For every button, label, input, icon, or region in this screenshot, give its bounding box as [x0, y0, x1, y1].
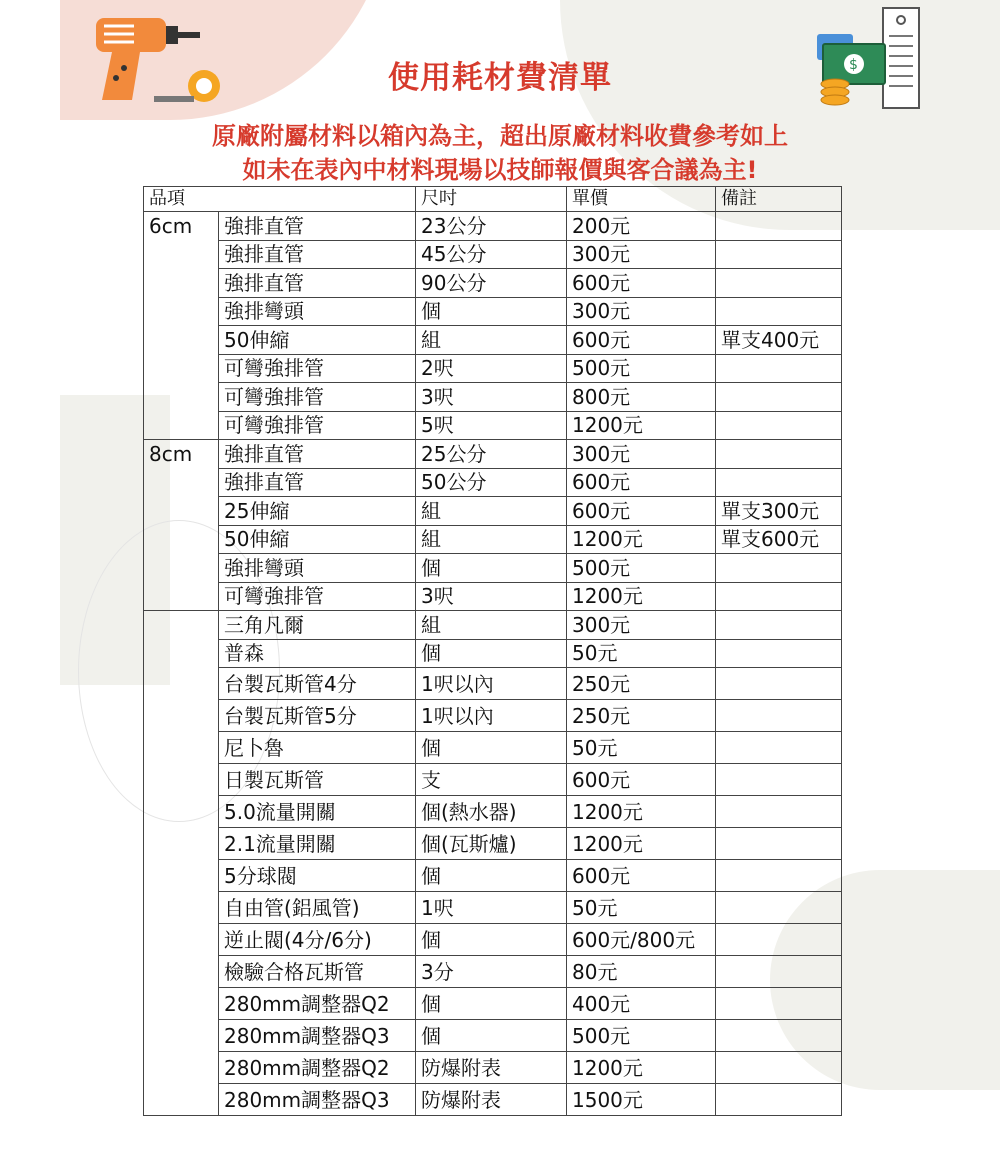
item-name-cell: 逆止閥(4分/6分): [219, 924, 416, 956]
size-cell: 個: [416, 639, 567, 668]
category-cell: [144, 828, 219, 860]
category-cell: [144, 796, 219, 828]
category-cell: [144, 924, 219, 956]
size-cell: 45公分: [416, 240, 567, 269]
table-row: [144, 297, 842, 326]
price-cell: 500元: [567, 1020, 716, 1052]
note-cell: [716, 1020, 842, 1052]
table-row: [144, 732, 842, 764]
category-cell: [144, 269, 219, 298]
size-cell: 1呎以內: [416, 668, 567, 700]
note-cell: [716, 668, 842, 700]
table-row: [144, 668, 842, 700]
note-cell: [716, 764, 842, 796]
table-row: [144, 240, 842, 269]
table-row: [144, 988, 842, 1020]
price-cell: 50元: [567, 892, 716, 924]
subtitle-line-1: 原廠附屬材料以箱內為主，超出原廠材料收費參考如上: [212, 122, 788, 150]
category-cell: [144, 988, 219, 1020]
table-row: [144, 383, 842, 412]
item-name-cell: 強排直管: [219, 269, 416, 298]
note-cell: [716, 440, 842, 469]
table-row: [144, 764, 842, 796]
size-cell: 組: [416, 525, 567, 554]
item-name-cell: 尼卜魯: [219, 732, 416, 764]
page-title: 使用耗材費清單: [388, 60, 612, 96]
category-cell: [144, 240, 219, 269]
size-cell: 90公分: [416, 269, 567, 298]
price-cell: 1200元: [567, 411, 716, 440]
category-cell: [144, 297, 219, 326]
note-cell: [716, 212, 842, 241]
note-cell: [716, 924, 842, 956]
size-cell: 3呎: [416, 383, 567, 412]
item-name-cell: 可彎強排管: [219, 354, 416, 383]
category-cell: [144, 582, 219, 611]
item-name-cell: 50伸縮: [219, 326, 416, 355]
category-cell: 6cm: [144, 212, 219, 241]
table-row: [144, 411, 842, 440]
size-cell: 1呎以內: [416, 700, 567, 732]
note-cell: [716, 639, 842, 668]
table-row: [144, 497, 842, 526]
note-cell: [716, 582, 842, 611]
table-row: [144, 700, 842, 732]
table-row: [144, 892, 842, 924]
price-cell: 300元: [567, 240, 716, 269]
item-name-cell: 強排彎頭: [219, 554, 416, 583]
category-cell: [144, 611, 219, 640]
item-name-cell: 三角凡爾: [219, 611, 416, 640]
price-cell: 600元: [567, 468, 716, 497]
category-cell: [144, 1052, 219, 1084]
item-name-cell: 25伸縮: [219, 497, 416, 526]
note-cell: 單支300元: [716, 497, 842, 526]
item-name-cell: 強排直管: [219, 212, 416, 241]
size-cell: 組: [416, 497, 567, 526]
price-cell: 1200元: [567, 582, 716, 611]
note-cell: [716, 732, 842, 764]
category-cell: [144, 411, 219, 440]
category-cell: [144, 1084, 219, 1116]
table-row: [144, 924, 842, 956]
table-row: [144, 796, 842, 828]
item-name-cell: 280mm調整器Q3: [219, 1020, 416, 1052]
size-cell: 3呎: [416, 582, 567, 611]
item-name-cell: 日製瓦斯管: [219, 764, 416, 796]
size-cell: 防爆附表: [416, 1052, 567, 1084]
note-cell: [716, 956, 842, 988]
item-name-cell: 台製瓦斯管5分: [219, 700, 416, 732]
size-cell: 組: [416, 611, 567, 640]
size-cell: 25公分: [416, 440, 567, 469]
price-cell: 600元: [567, 326, 716, 355]
size-cell: 組: [416, 326, 567, 355]
size-cell: 5呎: [416, 411, 567, 440]
price-cell: 600元: [567, 764, 716, 796]
price-cell: 600元/800元: [567, 924, 716, 956]
price-cell: 250元: [567, 668, 716, 700]
note-cell: [716, 860, 842, 892]
category-cell: [144, 554, 219, 583]
item-name-cell: 強排彎頭: [219, 297, 416, 326]
size-cell: 個(瓦斯爐): [416, 828, 567, 860]
subtitle-line-2: 如未在表內中材料現場以技師報價與客合議為主!: [242, 156, 758, 184]
price-cell: 50元: [567, 732, 716, 764]
table-row: [144, 828, 842, 860]
table-row: [144, 468, 842, 497]
item-name-cell: 檢驗合格瓦斯管: [219, 956, 416, 988]
size-cell: 個: [416, 732, 567, 764]
table-row: [144, 212, 842, 241]
note-cell: [716, 554, 842, 583]
category-cell: [144, 700, 219, 732]
item-name-cell: 280mm調整器Q2: [219, 1052, 416, 1084]
note-cell: [716, 796, 842, 828]
table-row: [144, 554, 842, 583]
category-cell: [144, 860, 219, 892]
price-cell: 1200元: [567, 525, 716, 554]
category-cell: [144, 525, 219, 554]
size-cell: 支: [416, 764, 567, 796]
price-cell: 300元: [567, 297, 716, 326]
item-name-cell: 強排直管: [219, 440, 416, 469]
category-cell: [144, 668, 219, 700]
size-cell: 23公分: [416, 212, 567, 241]
note-cell: [716, 611, 842, 640]
price-cell: 50元: [567, 639, 716, 668]
price-cell: 300元: [567, 440, 716, 469]
price-cell: 500元: [567, 354, 716, 383]
note-cell: [716, 297, 842, 326]
price-table-body: [144, 187, 842, 1116]
price-cell: 600元: [567, 497, 716, 526]
table-row: [144, 956, 842, 988]
item-name-cell: 可彎強排管: [219, 383, 416, 412]
table-row: [144, 269, 842, 298]
table-row: [144, 582, 842, 611]
header-item: 品項: [144, 187, 416, 212]
item-name-cell: 2.1流量開關: [219, 828, 416, 860]
price-cell: 800元: [567, 383, 716, 412]
size-cell: 50公分: [416, 468, 567, 497]
price-cell: 400元: [567, 988, 716, 1020]
svg-text:$: $: [849, 57, 858, 73]
size-cell: 2呎: [416, 354, 567, 383]
category-cell: [144, 497, 219, 526]
size-cell: 個: [416, 1020, 567, 1052]
note-cell: [716, 1052, 842, 1084]
size-cell: 防爆附表: [416, 1084, 567, 1116]
note-cell: [716, 700, 842, 732]
header-price: 單價: [567, 187, 716, 212]
table-row: [144, 1052, 842, 1084]
category-cell: [144, 354, 219, 383]
category-cell: [144, 639, 219, 668]
category-cell: [144, 1020, 219, 1052]
price-cell: 600元: [567, 269, 716, 298]
price-cell: 500元: [567, 554, 716, 583]
table-row: [144, 611, 842, 640]
price-cell: 1200元: [567, 1052, 716, 1084]
table-row: [144, 326, 842, 355]
size-cell: 3分: [416, 956, 567, 988]
category-cell: [144, 326, 219, 355]
note-cell: [716, 240, 842, 269]
price-cell: 250元: [567, 700, 716, 732]
item-name-cell: 普森: [219, 639, 416, 668]
item-name-cell: 280mm調整器Q3: [219, 1084, 416, 1116]
note-cell: [716, 383, 842, 412]
note-cell: 單支400元: [716, 326, 842, 355]
table-row: [144, 1020, 842, 1052]
size-cell: 個: [416, 860, 567, 892]
item-name-cell: 自由管(鋁風管): [219, 892, 416, 924]
table-row: [144, 440, 842, 469]
price-cell: 1200元: [567, 796, 716, 828]
note-cell: [716, 1084, 842, 1116]
note-cell: [716, 354, 842, 383]
size-cell: 個: [416, 297, 567, 326]
table-row: [144, 354, 842, 383]
item-name-cell: 可彎強排管: [219, 582, 416, 611]
note-cell: [716, 988, 842, 1020]
size-cell: 個: [416, 988, 567, 1020]
category-cell: [144, 764, 219, 796]
note-cell: [716, 892, 842, 924]
price-cell: 80元: [567, 956, 716, 988]
item-name-cell: 強排直管: [219, 468, 416, 497]
price-table: [143, 186, 842, 1116]
price-cell: 600元: [567, 860, 716, 892]
item-name-cell: 50伸縮: [219, 525, 416, 554]
category-cell: [144, 383, 219, 412]
category-cell: [144, 956, 219, 988]
table-row: [144, 639, 842, 668]
note-cell: 單支600元: [716, 525, 842, 554]
item-name-cell: 台製瓦斯管4分: [219, 668, 416, 700]
size-cell: 個(熱水器): [416, 796, 567, 828]
note-cell: [716, 468, 842, 497]
category-cell: [144, 732, 219, 764]
category-cell: 8cm: [144, 440, 219, 469]
table-header-row: [144, 187, 842, 212]
price-cell: 300元: [567, 611, 716, 640]
category-cell: [144, 468, 219, 497]
size-cell: 1呎: [416, 892, 567, 924]
table-row: [144, 1084, 842, 1116]
category-cell: [144, 892, 219, 924]
size-cell: 個: [416, 924, 567, 956]
item-name-cell: 280mm調整器Q2: [219, 988, 416, 1020]
header-size: 尺吋: [416, 187, 567, 212]
price-cell: 1200元: [567, 828, 716, 860]
price-cell: 1500元: [567, 1084, 716, 1116]
note-cell: [716, 269, 842, 298]
item-name-cell: 5分球閥: [219, 860, 416, 892]
note-cell: [716, 411, 842, 440]
size-cell: 個: [416, 554, 567, 583]
header-note: 備註: [716, 187, 842, 212]
price-cell: 200元: [567, 212, 716, 241]
table-row: [144, 860, 842, 892]
item-name-cell: 強排直管: [219, 240, 416, 269]
table-row: [144, 525, 842, 554]
item-name-cell: 5.0流量開關: [219, 796, 416, 828]
item-name-cell: 可彎強排管: [219, 411, 416, 440]
note-cell: [716, 828, 842, 860]
